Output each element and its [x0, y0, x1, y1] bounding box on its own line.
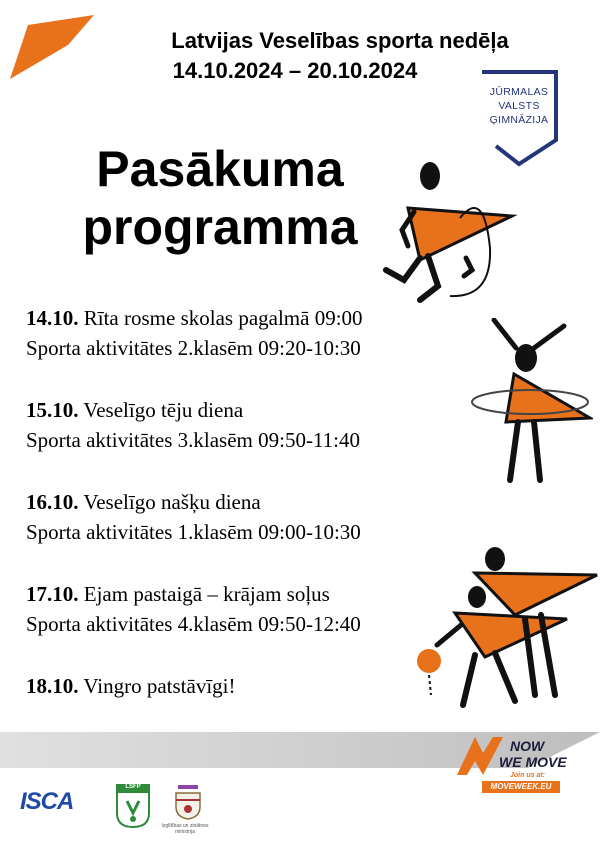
isca-logo: ISCA: [20, 788, 74, 815]
event-title: Latvijas Veselības sporta nedēļa: [171, 28, 509, 53]
ministry-crest-icon: [168, 783, 208, 821]
schedule-line-6: Sporta aktivitātes 1.klasēm 09:00-10:30: [26, 520, 361, 544]
runner-figure-icon: [380, 158, 520, 308]
schedule-line-7: 17.10. Ejam pastaigā – krājam soļus: [26, 582, 330, 606]
schedule-line-8: Sporta aktivitātes 4.klasēm 09:50-12:40: [26, 612, 361, 636]
page-title-line1: Pasākuma: [96, 141, 344, 197]
school-logo: [478, 68, 560, 168]
moveweek-url: MOVEWEEK.EU: [482, 781, 560, 793]
page-title: [60, 140, 380, 256]
ministry-name: Izglītības un zinātnes ministrija: [161, 823, 209, 835]
now-we-move-logo-icon: [455, 735, 505, 777]
school-name-line2: VALSTS: [498, 100, 540, 112]
ball-players-figure-icon: [415, 545, 600, 725]
schedule-line-1: 14.10. Rīta rosme skolas pagalmā 09:00: [26, 306, 363, 330]
join-us-text: Join us at:: [510, 772, 546, 779]
schedule-line-3: 15.10. Veselīgo tēju diena: [26, 398, 244, 422]
lsfp-label: LSFP: [125, 784, 141, 790]
schedule-line-4: Sporta aktivitātes 3.klasēm 09:50-11:40: [26, 428, 361, 452]
schedule-line-5: 16.10. Veselīgo našķu diena: [26, 490, 261, 514]
school-name-line1: JŪRMALAS: [489, 86, 549, 98]
school-name-line3: ĢIMNĀZIJA: [489, 114, 549, 126]
hula-hoop-figure-icon: [468, 318, 593, 488]
event-dates: 14.10.2024 – 20.10.2024: [172, 58, 418, 83]
now-we-move-line2: WE MOVE: [499, 754, 567, 770]
schedule-line-9: 18.10. Vingro patstāvīgi!: [26, 674, 236, 698]
orange-corner-shape: [8, 15, 98, 81]
schedule-line-2: Sporta aktivitātes 2.klasēm 09:20-10:30: [26, 336, 361, 360]
now-we-move-line1: NOW: [510, 738, 545, 754]
page-title-line2: programma: [82, 199, 358, 255]
